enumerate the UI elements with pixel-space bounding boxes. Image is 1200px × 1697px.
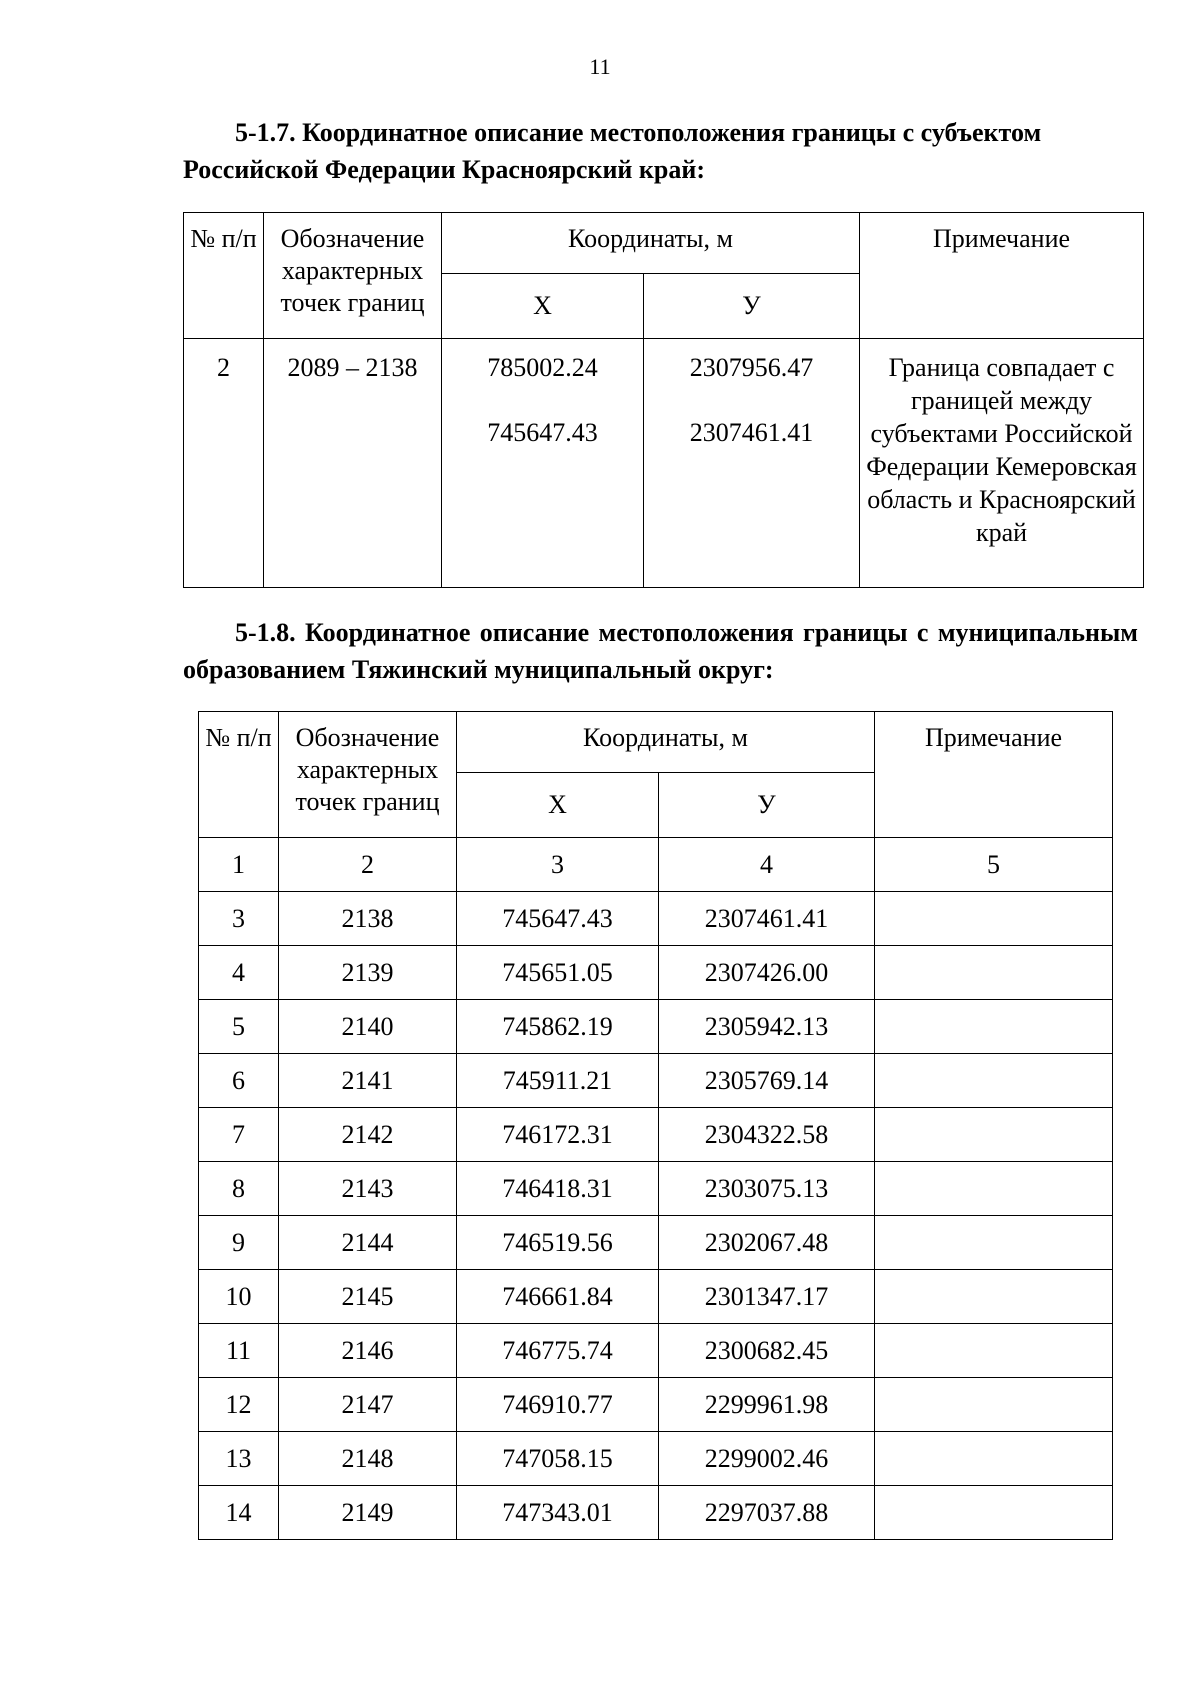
column-index-cell: 2	[279, 838, 457, 892]
page-number: 11	[589, 54, 611, 79]
row-num: 6	[199, 1054, 279, 1108]
header-coordinates: Координаты, м	[457, 712, 875, 773]
row-x: 746910.77	[457, 1378, 659, 1432]
row-y: 2307461.41	[659, 892, 875, 946]
row-num: 5	[199, 1000, 279, 1054]
row-x-values	[442, 339, 644, 588]
table-row	[199, 1486, 1113, 1540]
column-index-cell: 5	[875, 838, 1113, 892]
row-x: 745651.05	[457, 946, 659, 1000]
row-y: 2297037.88	[659, 1486, 875, 1540]
x-value: 745647.43	[487, 418, 598, 447]
table-row	[199, 1378, 1113, 1432]
row-num: 12	[199, 1378, 279, 1432]
section-heading-5-1-7: 5-1.7. Координатное описание местоположения границы с субъектом Российской Федерации Красноярский край:	[183, 118, 1042, 184]
row-y: 2305942.13	[659, 1000, 875, 1054]
row-num: 4	[199, 946, 279, 1000]
row-num: 7	[199, 1108, 279, 1162]
row-point: 2146	[279, 1324, 457, 1378]
row-note	[875, 892, 1113, 946]
row-num: 10	[199, 1270, 279, 1324]
row-point: 2149	[279, 1486, 457, 1540]
row-y: 2307426.00	[659, 946, 875, 1000]
row-y: 2302067.48	[659, 1216, 875, 1270]
column-index-cell: 4	[659, 838, 875, 892]
row-note: Граница совпадает с границей между субъектами Российской Федерации Кемеровская область и Красноярский край	[860, 339, 1144, 588]
row-y: 2301347.17	[659, 1270, 875, 1324]
row-point: 2145	[279, 1270, 457, 1324]
table-row	[199, 1054, 1113, 1108]
header-points: Обозначение характерных точек границ	[279, 712, 457, 838]
column-index-cell: 3	[457, 838, 659, 892]
table-row	[199, 1108, 1113, 1162]
header-coordinates: Координаты, м	[442, 213, 860, 274]
row-note	[875, 1000, 1113, 1054]
row-x: 747058.15	[457, 1432, 659, 1486]
row-note	[875, 1216, 1113, 1270]
row-x: 745911.21	[457, 1054, 659, 1108]
row-y-values	[644, 339, 860, 588]
section-heading-5-1-8: 5-1.8. Координатное описание местоположения границы с муниципальным образованием Тяжинский муниципальный округ:	[183, 618, 1138, 684]
row-note	[875, 1432, 1113, 1486]
row-note	[875, 1108, 1113, 1162]
row-num: 11	[199, 1324, 279, 1378]
row-point: 2147	[279, 1378, 457, 1432]
row-x: 746775.74	[457, 1324, 659, 1378]
coordinates-table-tyazhinsky	[198, 711, 1113, 1540]
row-y: 2300682.45	[659, 1324, 875, 1378]
row-y: 2299961.98	[659, 1378, 875, 1432]
row-num: 8	[199, 1162, 279, 1216]
row-x: 745862.19	[457, 1000, 659, 1054]
row-note	[875, 1270, 1113, 1324]
column-index-row	[199, 838, 1113, 892]
row-x: 747343.01	[457, 1486, 659, 1540]
row-note	[875, 946, 1113, 1000]
row-point: 2139	[279, 946, 457, 1000]
header-note: Примечание	[875, 712, 1113, 838]
header-x: Х	[457, 773, 659, 838]
row-x: 746172.31	[457, 1108, 659, 1162]
table-row	[184, 339, 1144, 588]
header-num: № п/п	[199, 712, 279, 838]
row-x: 746519.56	[457, 1216, 659, 1270]
row-point: 2144	[279, 1216, 457, 1270]
x-value: 785002.24	[487, 353, 598, 382]
row-x: 746418.31	[457, 1162, 659, 1216]
header-x: Х	[442, 274, 644, 339]
row-note	[875, 1054, 1113, 1108]
table-row	[199, 1216, 1113, 1270]
header-points: Обозначение характерных точек границ	[264, 213, 442, 339]
y-value: 2307461.41	[689, 418, 814, 447]
row-num: 9	[199, 1216, 279, 1270]
header-num: № п/п	[184, 213, 264, 339]
row-point: 2140	[279, 1000, 457, 1054]
row-note	[875, 1378, 1113, 1432]
row-x: 745647.43	[457, 892, 659, 946]
row-num: 2	[184, 339, 264, 588]
table-row	[199, 1432, 1113, 1486]
row-point: 2141	[279, 1054, 457, 1108]
table-row	[199, 1324, 1113, 1378]
row-point: 2142	[279, 1108, 457, 1162]
column-index-cell: 1	[199, 838, 279, 892]
row-point: 2143	[279, 1162, 457, 1216]
row-num: 3	[199, 892, 279, 946]
row-note	[875, 1162, 1113, 1216]
coordinates-table-krasnoyarsk	[183, 212, 1144, 588]
table-row	[199, 1270, 1113, 1324]
table-row	[199, 1162, 1113, 1216]
row-point: 2138	[279, 892, 457, 946]
row-y: 2303075.13	[659, 1162, 875, 1216]
row-note	[875, 1324, 1113, 1378]
table-row	[199, 946, 1113, 1000]
y-value: 2307956.47	[689, 353, 814, 382]
row-point: 2148	[279, 1432, 457, 1486]
row-points: 2089 – 2138	[264, 339, 442, 588]
row-y: 2299002.46	[659, 1432, 875, 1486]
row-note	[875, 1486, 1113, 1540]
header-y: У	[644, 274, 860, 339]
row-x: 746661.84	[457, 1270, 659, 1324]
table-row	[199, 1000, 1113, 1054]
header-note: Примечание	[860, 213, 1144, 339]
table-body	[199, 838, 1113, 1540]
row-y: 2304322.58	[659, 1108, 875, 1162]
row-y: 2305769.14	[659, 1054, 875, 1108]
header-y: У	[659, 773, 875, 838]
table-row	[199, 892, 1113, 946]
row-num: 13	[199, 1432, 279, 1486]
row-num: 14	[199, 1486, 279, 1540]
